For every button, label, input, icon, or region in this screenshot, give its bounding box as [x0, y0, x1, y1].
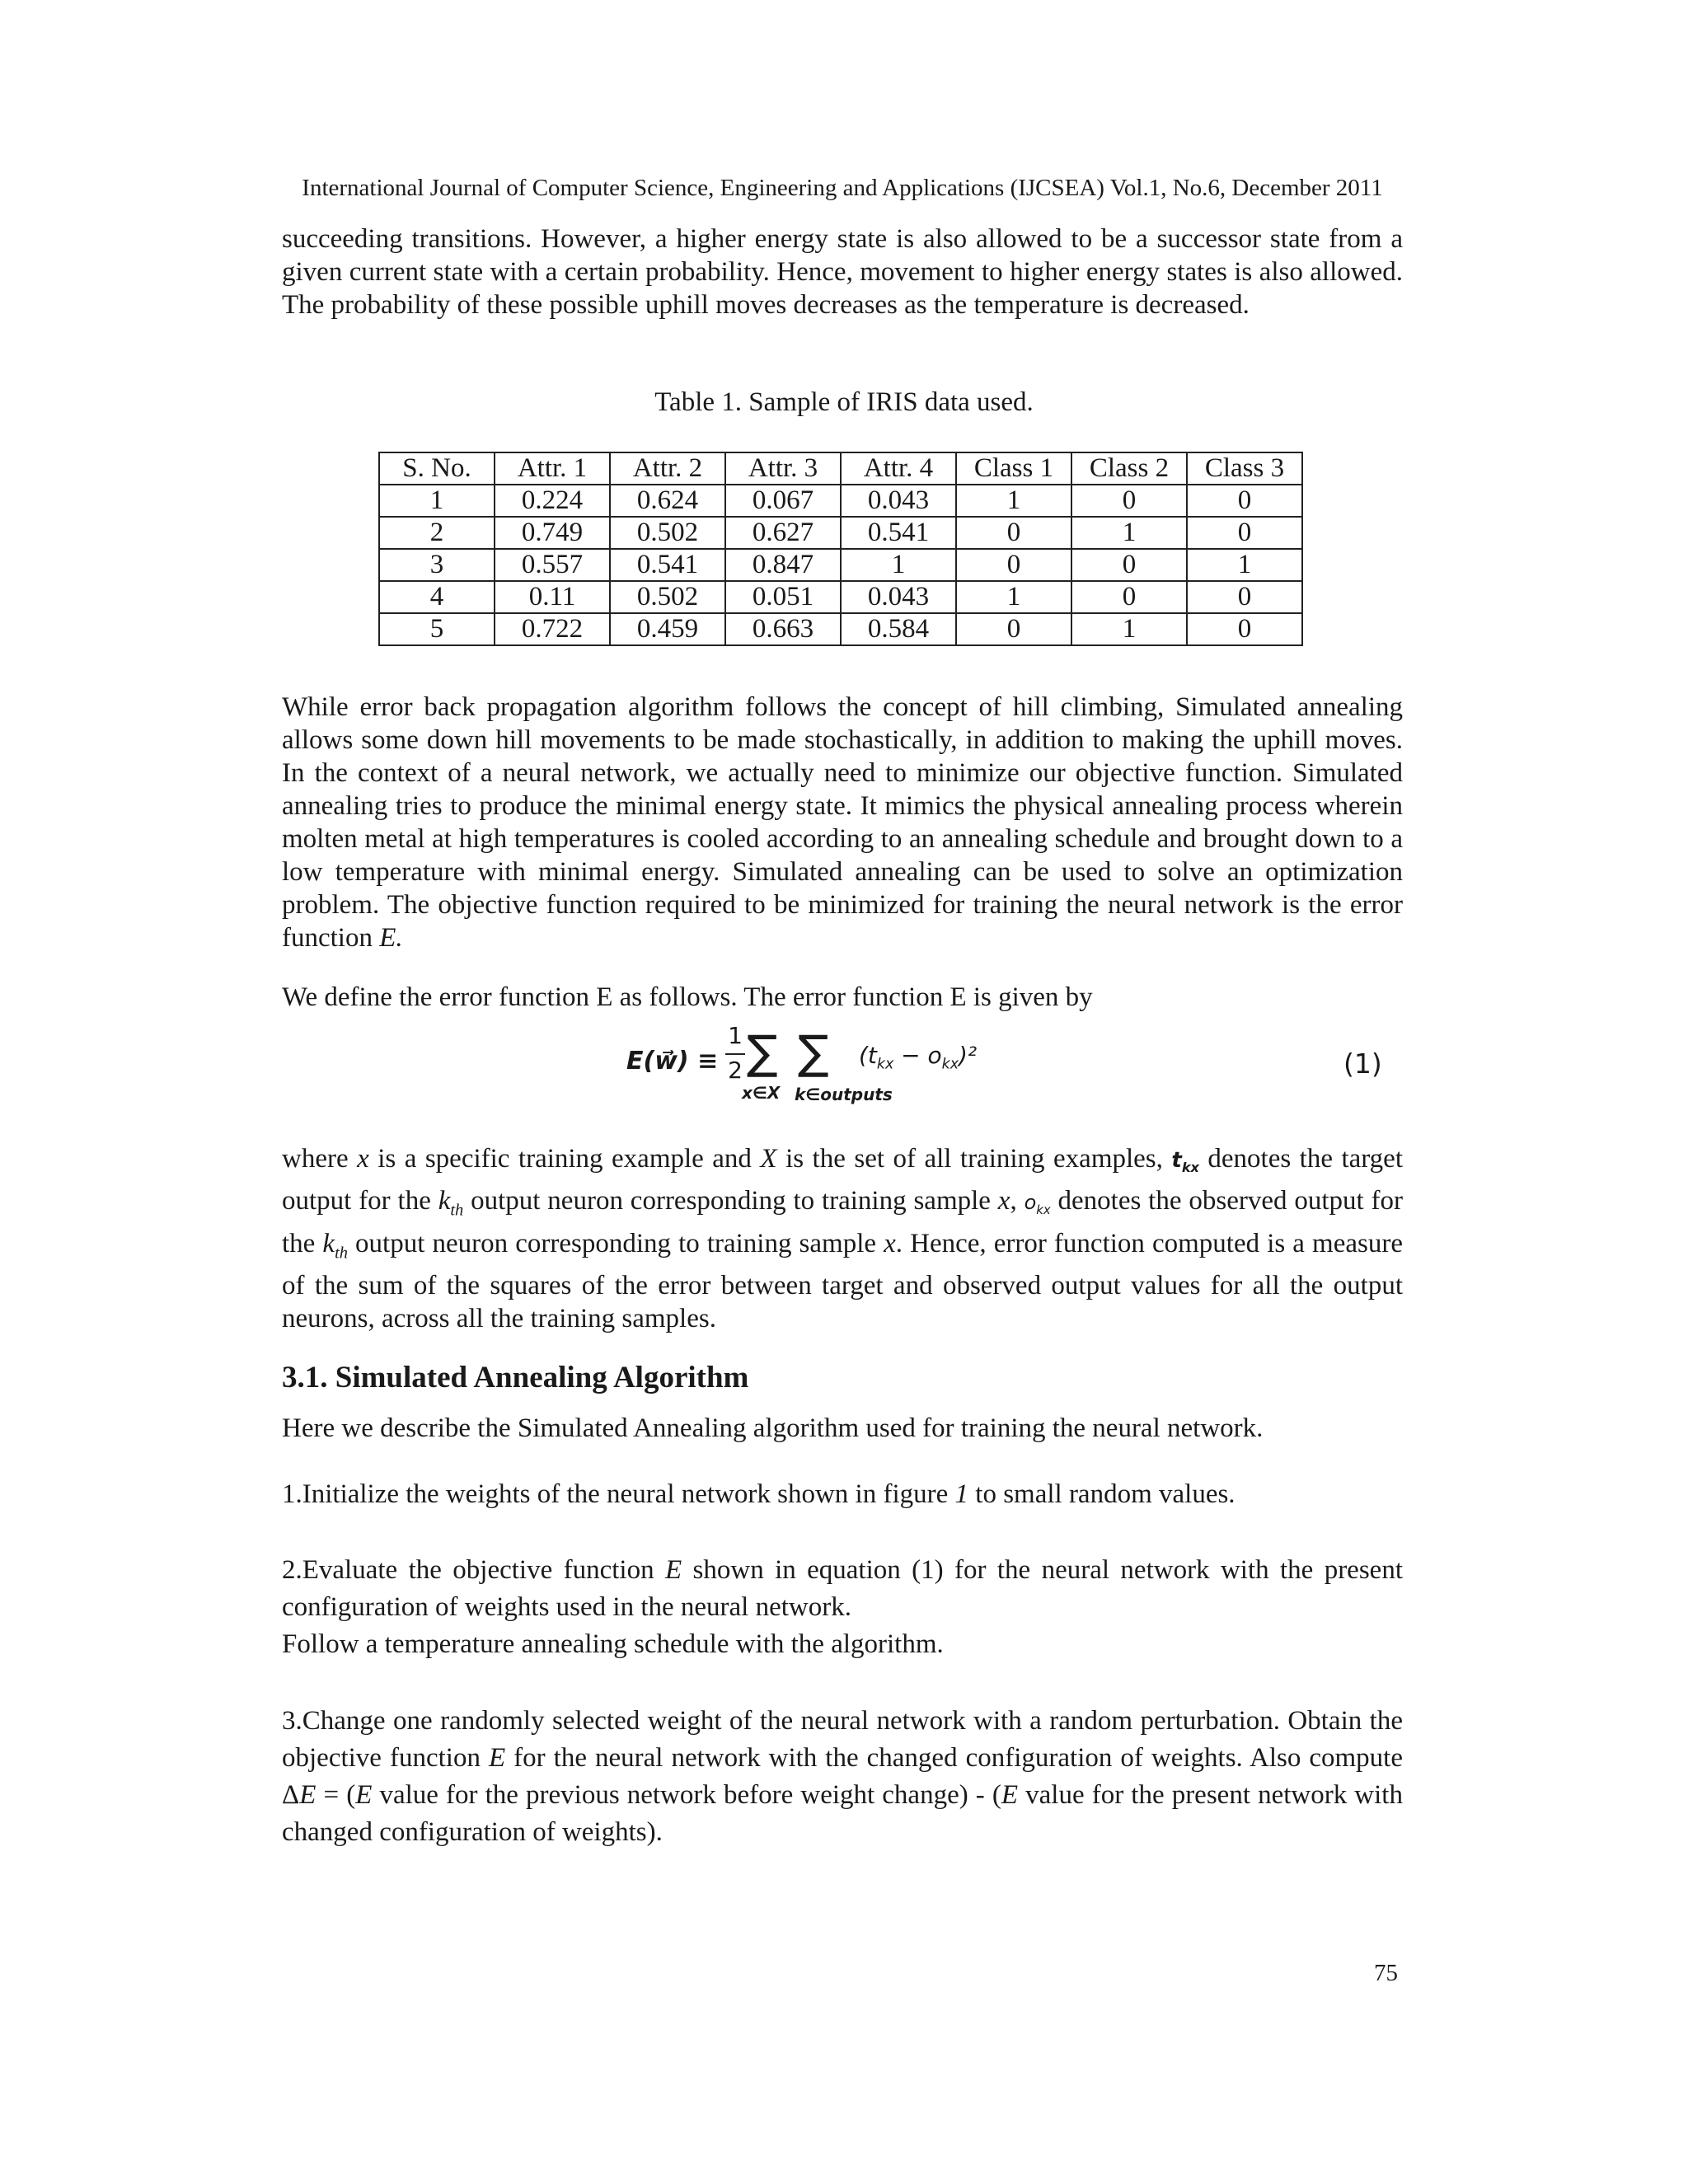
table-cell: 0.067 — [725, 485, 841, 517]
table-cell: 0.624 — [610, 485, 725, 517]
variable-x: x — [884, 1228, 896, 1258]
variable-x: x — [997, 1186, 1010, 1216]
paragraph-define-error: We define the error function E as follows. The error function E is given by — [282, 982, 1093, 1012]
table-cell: 0 — [1071, 549, 1187, 581]
table-cell: 0.749 — [495, 517, 610, 549]
variable-x: x — [357, 1144, 369, 1174]
table-cell: 0 — [956, 517, 1071, 549]
equation-sum-symbol: ∑ — [747, 1026, 778, 1080]
table-cell: 1 — [1187, 549, 1302, 581]
variable-X: X — [760, 1144, 777, 1174]
equation-summand — [859, 1042, 977, 1073]
text: 3.Change one randomly selected weight of the neural network with a random perturbation. Obtain the objective function — [282, 1706, 1403, 1773]
variable-E: E — [1001, 1780, 1019, 1810]
text: , — [1010, 1186, 1025, 1216]
symbol-subscript: kx — [1036, 1202, 1051, 1217]
text: denotes the target output for the — [282, 1144, 1403, 1216]
text: . Hence, error function computed is a measure of the sum of the squares of the error between target and observed output values for all the output neurons, across all the training samples. — [282, 1228, 1403, 1334]
table-cell: 1 — [1071, 613, 1187, 645]
iris-data-table — [378, 452, 1303, 646]
table-header-cell: Attr. 4 — [841, 452, 956, 485]
algorithm-step-3 — [282, 1703, 1403, 1851]
algorithm-step-2 — [282, 1552, 1403, 1663]
table-row — [379, 517, 1302, 549]
table-cell: 2 — [379, 517, 495, 549]
symbol-subscript: kx — [1181, 1160, 1199, 1176]
variable-k: k — [322, 1228, 335, 1258]
table-row — [379, 613, 1302, 645]
paragraph-simulated-annealing — [282, 691, 1403, 954]
table-header-cell: Class 1 — [956, 452, 1071, 485]
equation-target-subscript: kx — [876, 1056, 894, 1073]
table-cell: 0.11 — [495, 581, 610, 613]
table-header-cell: Attr. 2 — [610, 452, 725, 485]
text: output neuron corresponding to training sample — [347, 1228, 884, 1258]
equation-observed-subscript: kx — [941, 1056, 959, 1073]
table-cell: 0.663 — [725, 613, 841, 645]
text: value for the previous network before weight change) - ( — [372, 1780, 1001, 1810]
text: shown in equation (1) for the neural network with the present configuration of weights used in the neural network. — [282, 1555, 1403, 1622]
paragraph-text: While error back propagation algorithm follows the concept of hill climbing, Simulated annealing allows some down hill movements to be made stochastically, in addition to making the uphill moves. In the context of a neural network, we actually need to minimize our objective function. Simulated annealing tries to produce the minimal energy state. It mimics the physical annealing process wherein molten metal at high temperatures is cooled according to an annealing schedule and brought down to a low temperature with minimal energy. Simulated annealing can be used to solve an optimization problem. The objective function required to be minimized for training the neural network is the error function — [282, 692, 1403, 953]
table-cell: 0 — [1187, 517, 1302, 549]
text: = ( — [316, 1780, 356, 1810]
table-cell: 0.043 — [841, 581, 956, 613]
table-cell: 0.627 — [725, 517, 841, 549]
text: is the set of all training examples, — [776, 1144, 1172, 1174]
text: 1.Initialize the weights of the neural network shown in figure — [282, 1479, 955, 1509]
text: where — [282, 1144, 358, 1174]
table-cell: 0.847 — [725, 549, 841, 581]
variable-E: E — [664, 1555, 682, 1585]
table-cell: 1 — [379, 485, 495, 517]
table-cell: 3 — [379, 549, 495, 581]
table-cell: 0.043 — [841, 485, 956, 517]
table-cell: 0 — [1187, 581, 1302, 613]
text: for the neural network with the changed configuration of weights. Also compute Δ — [282, 1743, 1404, 1810]
table-cell: 0.541 — [610, 549, 725, 581]
error-function-symbol: E. — [379, 923, 403, 953]
equation-half-numerator: 1 — [728, 1022, 743, 1049]
subscript-th: th — [450, 1201, 464, 1220]
text: is a specific training example and — [368, 1144, 761, 1174]
text: 2.Evaluate the objective function — [282, 1555, 665, 1585]
subscript-th: th — [335, 1244, 348, 1263]
symbol-t: t — [1171, 1148, 1182, 1173]
table-cell: 0.224 — [495, 485, 610, 517]
symbol-o: o — [1024, 1191, 1037, 1215]
table-cell: 0.584 — [841, 613, 956, 645]
table-row — [379, 581, 1302, 613]
equation-error-function — [626, 1022, 978, 1104]
table-header-cell: Class 2 — [1071, 452, 1187, 485]
variable-E: E — [488, 1743, 506, 1773]
table-cell: 0.541 — [841, 517, 956, 549]
running-header: International Journal of Computer Science, Engineering and Applications (IJCSEA) Vol.1, No.6, December 2011 — [302, 175, 1383, 201]
page-number: 75 — [1374, 1960, 1398, 1986]
symbol-o-kx — [1024, 1191, 1051, 1217]
table-cell: 1 — [956, 581, 1071, 613]
table-header-cell: Attr. 3 — [725, 452, 841, 485]
table-cell: 0.557 — [495, 549, 610, 581]
equation-target: (t — [859, 1042, 877, 1069]
table-cell: 0 — [1071, 581, 1187, 613]
table-cell: 0 — [1187, 485, 1302, 517]
table-header-row — [379, 452, 1302, 485]
table-cell: 0.502 — [610, 517, 725, 549]
algorithm-step-1 — [282, 1478, 1403, 1511]
variable-k: k — [438, 1186, 451, 1216]
paragraph-describe: Here we describe the Simulated Annealing algorithm used for training the neural network. — [282, 1413, 1264, 1443]
table-row — [379, 485, 1302, 517]
table-cell: 1 — [841, 549, 956, 581]
equation-square: )² — [958, 1042, 978, 1069]
table-cell: 0 — [1071, 485, 1187, 517]
table-cell: 0.459 — [610, 613, 725, 645]
table-header-cell: S. No. — [379, 452, 495, 485]
text: denotes the observed output for the — [282, 1186, 1404, 1258]
equation-sum-subscript: k∈outputs — [795, 1085, 893, 1104]
table-cell: 0 — [956, 613, 1071, 645]
table-row — [379, 549, 1302, 581]
table-cell: 0.051 — [725, 581, 841, 613]
paragraph-intro: succeeding transitions. However, a higher energy state is also allowed to be a successor state from a given current state with a certain probability. Hence, movement to higher energy states is also allowed. The probability of these possible uphill moves decreases as the temperature is decreased. — [282, 224, 1403, 320]
section-heading: 3.1. Simulated Annealing Algorithm — [282, 1361, 749, 1394]
equation-lhs: E(w⃗) ≡ — [626, 1047, 719, 1076]
equation-sum-subscript: x∈X — [742, 1083, 781, 1103]
text: to small random values. — [968, 1479, 1236, 1509]
equation-half-denominator: 2 — [728, 1057, 743, 1084]
table-cell: 0 — [1187, 613, 1302, 645]
text: output neuron corresponding to training sample — [463, 1186, 998, 1216]
variable-E: E — [355, 1780, 373, 1810]
paragraph-where — [282, 1142, 1403, 1335]
table-caption: Table 1. Sample of IRIS data used. — [654, 387, 1034, 417]
symbol-t-kx — [1171, 1148, 1199, 1176]
table-cell: 0.502 — [610, 581, 725, 613]
variable-E: E — [299, 1780, 316, 1810]
table-cell: 5 — [379, 613, 495, 645]
equation-sum-symbol: ∑ — [798, 1026, 829, 1080]
text: Follow a temperature annealing schedule with the algorithm. — [282, 1629, 944, 1659]
table-cell: 4 — [379, 581, 495, 613]
table-cell: 1 — [1071, 517, 1187, 549]
text: value for the present network with changed configuration of weights). — [282, 1780, 1403, 1847]
figure-reference: 1 — [954, 1479, 969, 1509]
table-cell: 0.722 — [495, 613, 610, 645]
equation-observed: − o — [893, 1042, 942, 1069]
table-header-cell: Attr. 1 — [495, 452, 610, 485]
equation-fraction-bar — [725, 1053, 745, 1055]
table-header-cell: Class 3 — [1187, 452, 1302, 485]
equation-number: (1) — [1343, 1047, 1382, 1080]
table-cell: 1 — [956, 485, 1071, 517]
table-cell: 0 — [956, 549, 1071, 581]
